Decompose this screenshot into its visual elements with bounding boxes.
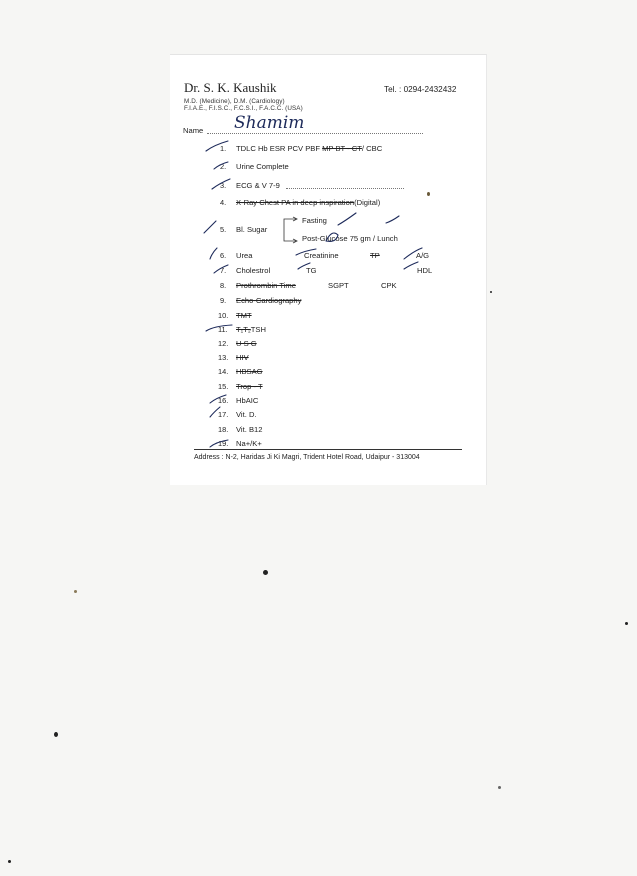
scan-speck [74,590,77,593]
degrees-line-1: M.D. (Medicine), D.M. (Cardiology) [184,98,285,105]
item-number: 8. [220,281,227,290]
item-sgpt: SGPT [328,281,349,290]
item-number: 11. [218,325,228,334]
scan-speck [54,732,58,737]
item-hdl: HDL [417,266,433,275]
tick-mark [210,248,217,259]
degrees-line-2: F.I.A.E., F.I.S.C., F.C.S.I., F.A.C.C. (USA) [184,105,303,112]
item-cpk: CPK [381,281,397,290]
item-number: 17. [218,410,229,419]
item-number: 3. [220,181,227,190]
item-blood-sugar: Bl. Sugar [236,225,268,234]
item-text: TSH [250,325,266,334]
scan-speck [8,860,11,863]
item-echo [236,296,301,305]
item-number: 12. [218,339,229,348]
item-urea: Urea [236,251,253,260]
item-text-struck: X-Ray Chest PA in deep inspiration [236,198,355,207]
tick-mark [204,221,216,233]
tick-mark [404,262,418,269]
item-number: 14. [218,367,229,376]
item-text-struck: MP BT - CT [322,144,362,153]
patient-name-handwritten: Shamim [234,113,305,133]
scan-speck [490,291,492,293]
item-trop-struck: Trop - T [236,382,263,391]
item-number: 2. [220,162,227,171]
item-number: 16. [218,396,229,405]
address: Address : N-2, Haridas Ji Ki Magri, Trident Hotel Road, Udaipur - 313004 [194,454,420,461]
item-number: 15. [218,382,229,391]
item-hbaic: HbAIC [236,396,259,405]
item-usg-struck: U S G [236,339,257,348]
item-ecg: ECG & V 7-9 [236,181,280,190]
item-tp-struck: TP [370,251,380,260]
item-number: 9. [220,296,227,305]
footer-rule [194,449,462,450]
bracket-line [284,219,296,231]
item-number: 1. [220,144,227,153]
item-ag: A/G [416,251,430,260]
name-label: Name [183,126,204,135]
item-thyroid [236,325,266,334]
item-creatinine: Creatinine [304,251,339,260]
post-glucose-label: Post-Glucose 75 gm / Lunch [302,234,398,243]
scan-speck [427,192,430,196]
name-dotted-line [207,133,423,134]
item-number: 4. [220,198,227,207]
item-vit-b12: Vit. B12 [236,425,263,434]
item-xray [236,198,380,207]
item-cbc-tests [236,144,382,153]
item-prothrombin-struck: Prothrombin Time [236,281,296,290]
tick-mark [338,213,356,225]
item-tg: TG [306,266,317,275]
item-number: 6. [220,251,227,260]
bracket-line [284,231,296,241]
item-text: (Digital) [354,198,381,207]
item-hbsag-struck: HBSAG [236,367,263,376]
item-number: 7. [220,266,227,275]
prescription-sheet [170,54,487,485]
item-text: / CBC [361,144,383,153]
item-urine: Urine Complete [236,162,289,171]
item-number: 13. [218,353,229,362]
item-number: 18. [218,425,229,434]
telephone: Tel. : 0294-2432432 [384,85,457,94]
arrow-head [293,239,297,243]
handwritten-pen-marks [170,55,486,485]
item-vit-d: Vit. D. [236,410,257,419]
item-hiv-struck: HIV [236,353,249,362]
scan-speck [498,786,501,789]
doctor-name: Dr. S. K. Kaushik [184,80,277,95]
arrow-head [293,217,297,221]
item-text: TDLC Hb ESR PCV PBF [236,144,320,153]
scan-speck [625,622,628,625]
item-cholestrol: Cholestrol [236,266,271,275]
item-electrolytes: Na+/K+ [236,439,262,448]
item-text-struck: Echo-Cardiography [236,296,302,305]
item-number: 5. [220,225,227,234]
scan-speck [263,570,268,575]
fasting-label: Fasting [302,216,327,225]
ecg-dotted-line [286,188,404,189]
item-text-struck: T₁T₂ [236,325,251,334]
item-number: 19. [218,439,229,448]
tick-mark [386,216,399,223]
item-tmt-struck: TMT [236,311,252,320]
item-number: 10. [218,311,229,320]
